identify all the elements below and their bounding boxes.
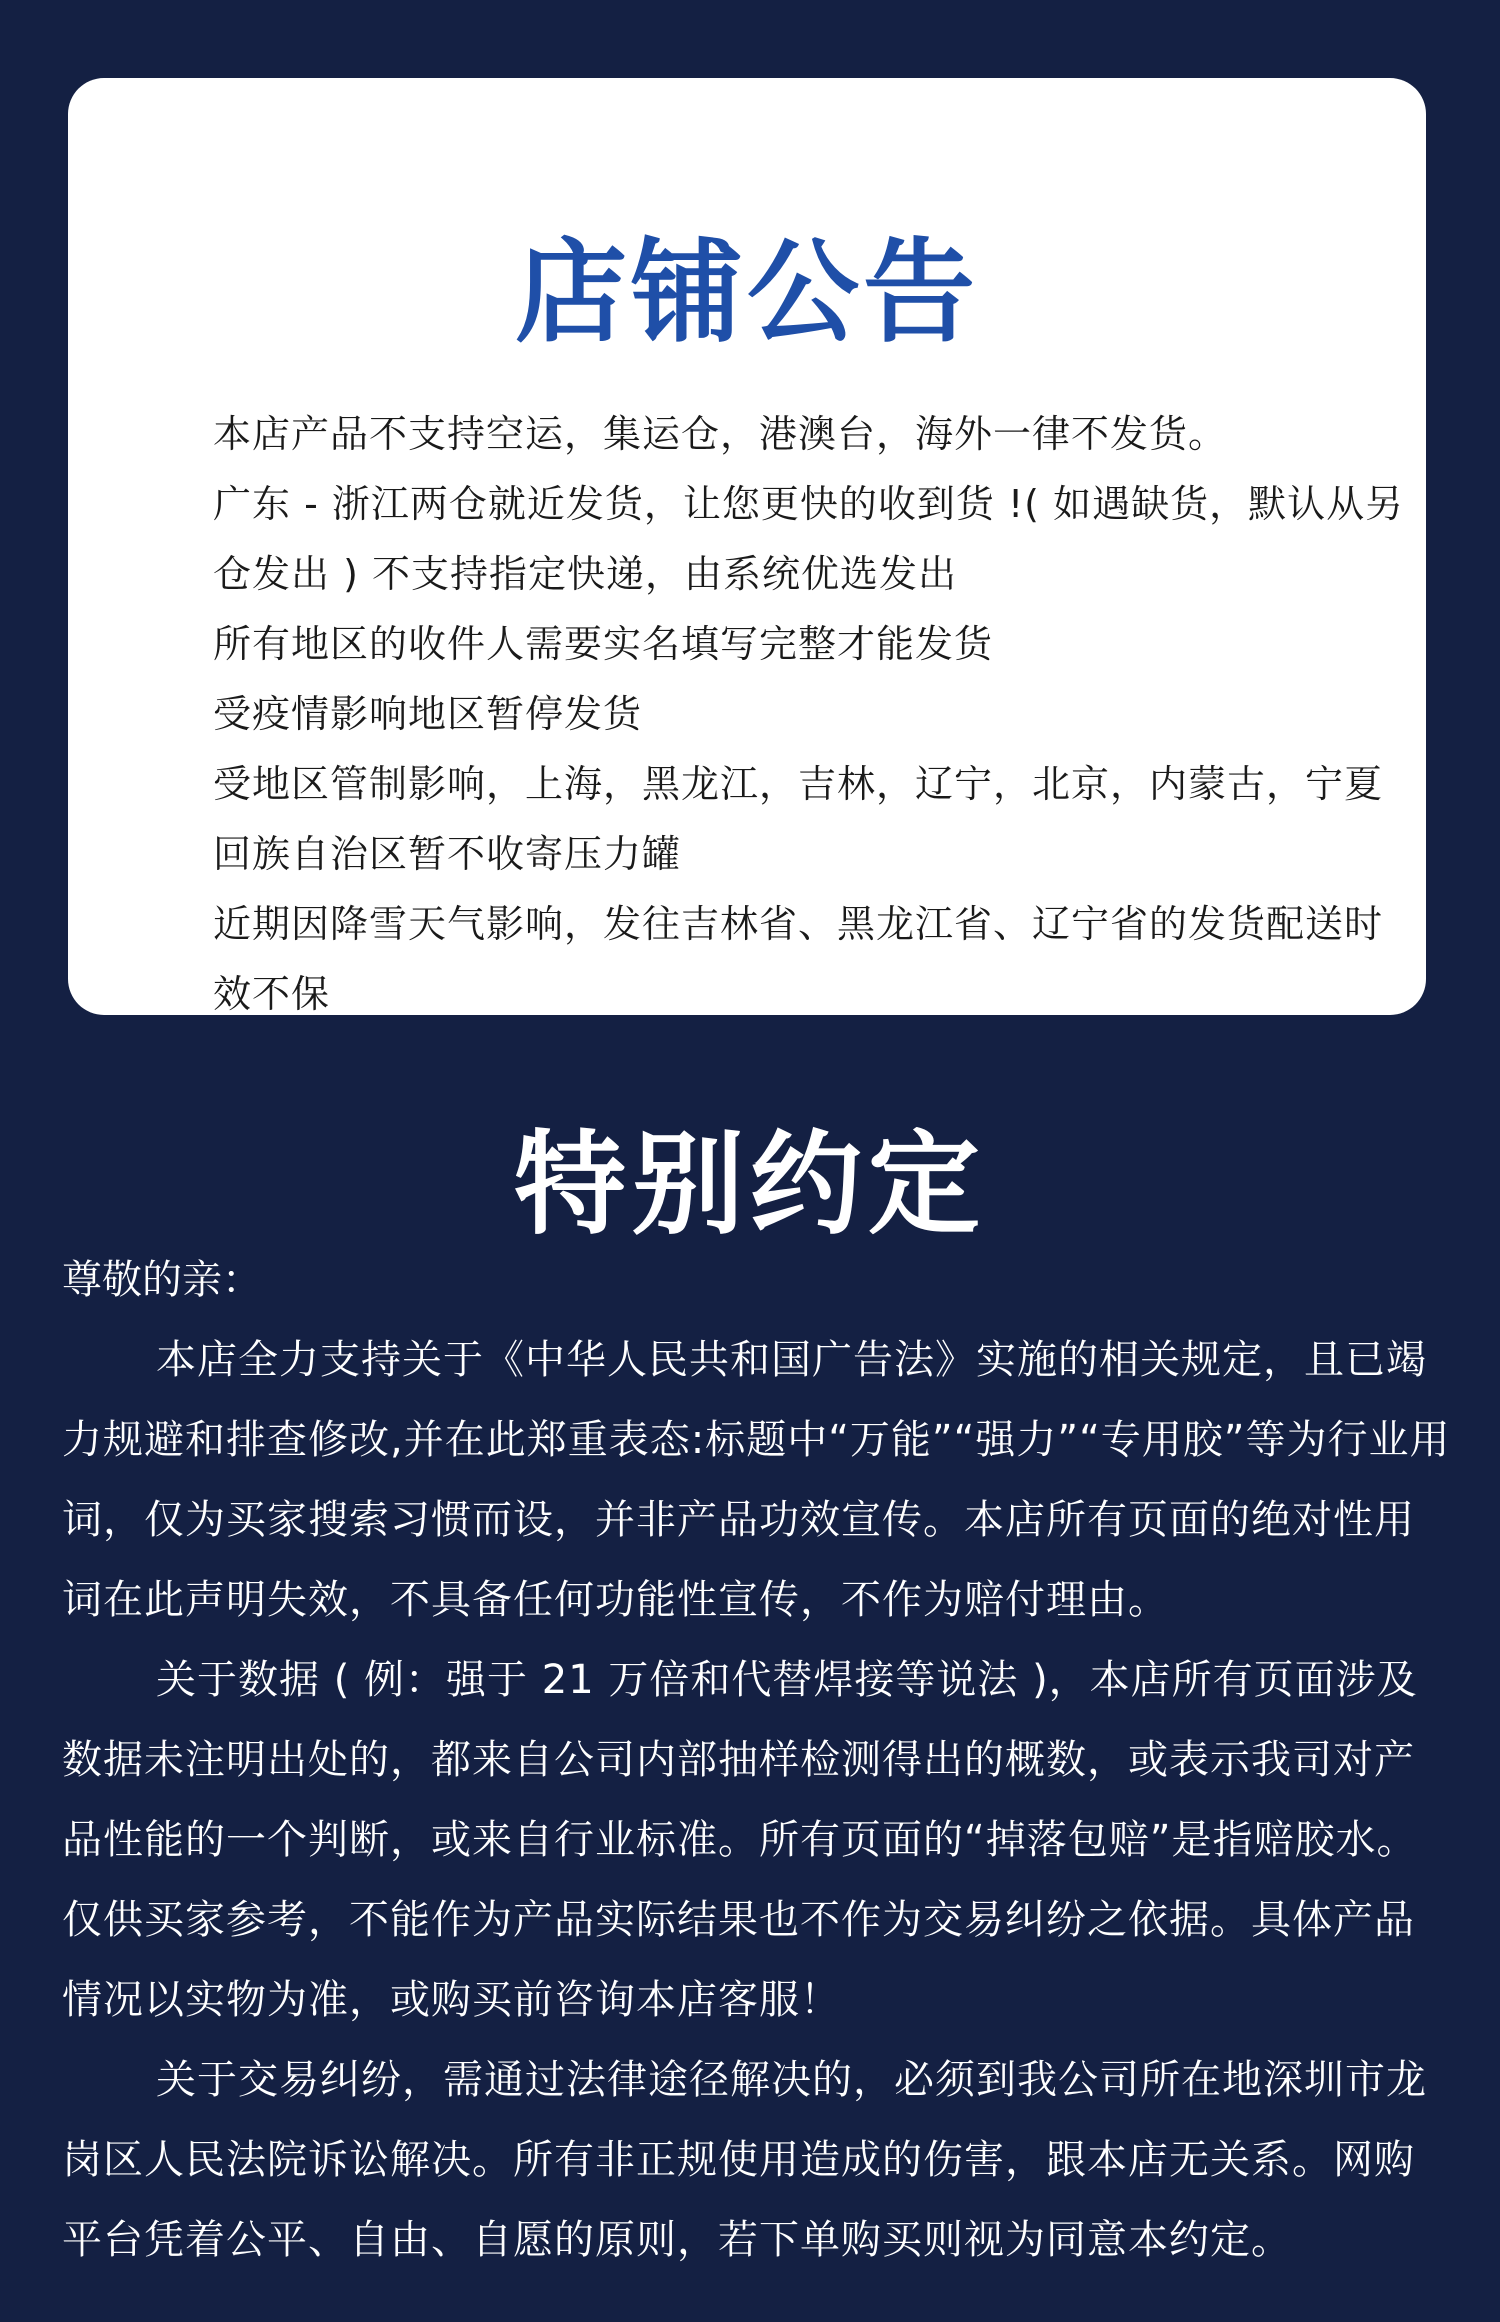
agreement-greeting: 尊敬的亲： — [62, 1257, 262, 1303]
notice-item-real-name: 所有地区的收件人需要实名填写完整才能发货 — [213, 622, 994, 666]
special-agreement-title: 特别约定 — [514, 1120, 986, 1250]
store-notice-card — [68, 78, 1426, 1015]
special-agreement-body — [62, 1240, 1452, 2280]
notice-item-snow-delay: 近期因降雪天气影响，发往吉林省、黑龙江省、辽宁省的发货配送时效不保 — [213, 902, 1384, 1016]
agreement-paragraph-disputes: 关于交易纠纷，需通过法律途径解决的，必须到我公司所在地深圳市龙岗区人民法院诉讼解决。所有非正规使用造成的伤害，跟本店无关系。网购平台凭着公平、自由、自愿的原则，若下单购买则视为同意本约定。 — [62, 2057, 1427, 2263]
store-notice-list — [213, 399, 1413, 1029]
notice-item-epidemic-pause: 受疫情影响地区暂停发货 — [213, 692, 643, 736]
notice-item-warehouse-shipping: 广东 - 浙江两仓就近发货，让您更快的收到货 !( 如遇缺货，默认从另仓发出 ) 不支持指定快递，由系统优选发出 — [213, 482, 1405, 596]
store-notice-title: 店铺公告 — [515, 228, 979, 358]
agreement-paragraph-data: 关于数据 ( 例：强于 21 万倍和代替焊接等说法 )，本店所有页面涉及数据未注明出处的，都来自公司内部抽样检测得出的概数，或表示我司对产品性能的一个判断，或来自行业标准。所有页面的“掉落包赔”是指赔胶水。仅供买家参考，不能作为产品实际结果也不作为交易纠纷之依据。具体产品情况以实物为准，或购买前咨询本店客服！ — [62, 1657, 1418, 2023]
notice-item-no-air-shipping: 本店产品不支持空运，集运仓，港澳台，海外一律不发货。 — [213, 412, 1228, 456]
notice-item-regional-control: 受地区管制影响，上海，黑龙江，吉林，辽宁，北京，内蒙古，宁夏回族自治区暂不收寄压力罐 — [213, 762, 1384, 876]
agreement-paragraph-advertising-law: 本店全力支持关于《中华人民共和国广告法》实施的相关规定，且已竭力规避和排查修改,并在此郑重表态:标题中“万能”“强力”“专用胶”等为行业用词，仅为买家搜索习惯而设，并非产品功效宣传。本店所有页面的绝对性用词在此声明失效，不具备任何功能性宣传，不作为赔付理由。 — [62, 1337, 1451, 1623]
